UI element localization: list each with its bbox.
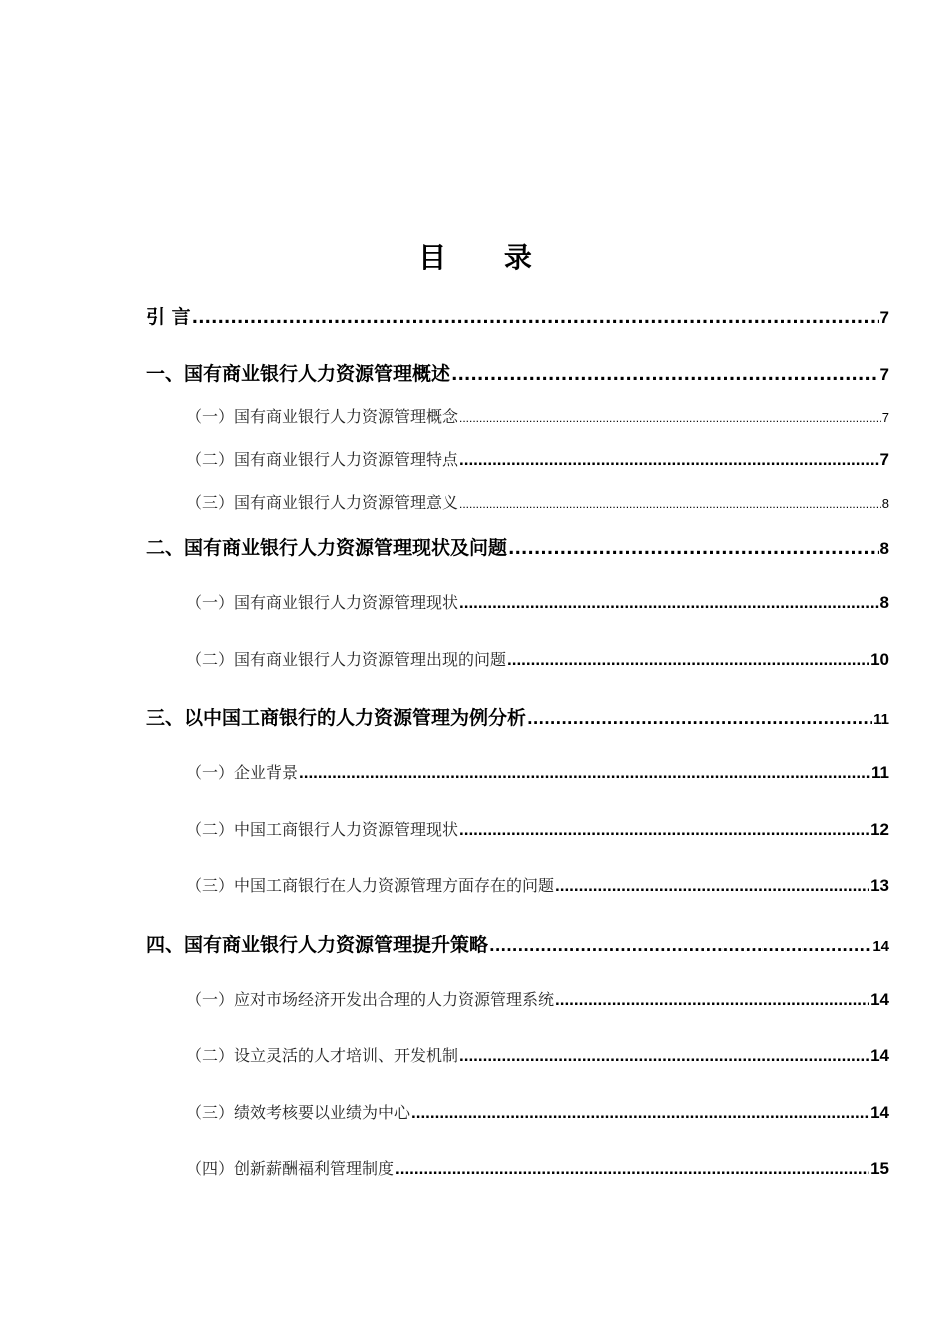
toc-entry-section-1-1[interactable] bbox=[186, 404, 889, 427]
toc-entry-label: （三）国有商业银行人力资源管理意义 bbox=[186, 493, 459, 512]
toc-entry-label: （二）设立灵活的人才培训、开发机制 bbox=[186, 1046, 459, 1065]
toc-leader-dots bbox=[527, 710, 872, 728]
toc-entry-label: （三）中国工商银行在人力资源管理方面存在的问题 bbox=[186, 876, 555, 895]
toc-entry-label: 三、以中国工商银行的人力资源管理为例分析 bbox=[146, 707, 527, 729]
toc-page-number: 8 bbox=[879, 539, 889, 558]
toc-entry-chapter-1[interactable] bbox=[146, 359, 889, 386]
page-title: 目 录 bbox=[418, 241, 556, 274]
toc-leader-dots bbox=[411, 1103, 869, 1123]
toc-page-number: 13 bbox=[870, 876, 889, 895]
toc-page-number: 15 bbox=[870, 1159, 889, 1178]
toc-entry-section-1-3[interactable] bbox=[186, 490, 889, 513]
toc-entry-section-3-1[interactable] bbox=[186, 760, 889, 783]
toc-page-number: 14 bbox=[872, 938, 889, 955]
toc-leader-dots bbox=[192, 308, 879, 328]
toc-entry-chapter-4[interactable] bbox=[146, 930, 889, 957]
toc-page-number: 7 bbox=[881, 410, 889, 425]
toc-page-number: 14 bbox=[870, 1103, 889, 1122]
toc-leader-dots bbox=[555, 876, 869, 896]
toc-page-number: 12 bbox=[870, 820, 889, 839]
toc-entry-label: 引 言 bbox=[146, 306, 191, 328]
toc-entry-section-2-1[interactable] bbox=[186, 590, 889, 613]
toc-page-number: 10 bbox=[870, 650, 889, 669]
toc-page-number: 7 bbox=[879, 450, 889, 469]
toc-entry-label: （四）创新薪酬福利管理制度 bbox=[186, 1159, 395, 1178]
toc-entry-section-4-2[interactable] bbox=[186, 1043, 889, 1066]
toc-page-number: 7 bbox=[879, 365, 889, 384]
toc-page-number: 8 bbox=[879, 593, 889, 612]
toc-leader-dots bbox=[459, 1046, 869, 1066]
toc-leader-dots bbox=[507, 650, 869, 670]
toc-page-number: 8 bbox=[881, 496, 889, 511]
toc-entry-label: 一、国有商业银行人力资源管理概述 bbox=[146, 363, 451, 385]
toc-page-number: 11 bbox=[871, 763, 889, 782]
toc-page-number: 11 bbox=[873, 711, 889, 728]
toc-entry-label: 四、国有商业银行人力资源管理提升策略 bbox=[146, 934, 489, 956]
toc-entry-section-4-1[interactable] bbox=[186, 987, 889, 1010]
toc-leader-dots bbox=[459, 820, 869, 840]
toc-leader-dots bbox=[395, 1159, 869, 1179]
toc-entry-label: （三）绩效考核要以业绩为中心 bbox=[186, 1103, 411, 1122]
toc-entry-label: （一）应对市场经济开发出合理的人力资源管理系统 bbox=[186, 990, 555, 1009]
toc-entry-label: （二）国有商业银行人力资源管理特点 bbox=[186, 450, 459, 469]
toc-leader-dots bbox=[459, 411, 881, 425]
toc-page-number: 14 bbox=[870, 1046, 889, 1065]
toc-entry-chapter-2[interactable] bbox=[146, 533, 889, 560]
toc-page-number: 7 bbox=[879, 308, 889, 327]
toc-page-number: 14 bbox=[870, 990, 889, 1009]
toc-entry-section-4-3[interactable] bbox=[186, 1100, 889, 1123]
toc-entry-chapter-3[interactable] bbox=[146, 703, 889, 730]
toc-entry-label: （一）企业背景 bbox=[186, 763, 299, 782]
toc-entry-label: （二）国有商业银行人力资源管理出现的问题 bbox=[186, 650, 507, 669]
toc-entry-label: （二）中国工商银行人力资源管理现状 bbox=[186, 820, 459, 839]
toc-leader-dots bbox=[459, 450, 879, 470]
toc-entry-label: 二、国有商业银行人力资源管理现状及问题 bbox=[146, 537, 508, 559]
toc-leader-dots bbox=[489, 937, 871, 955]
toc-entry-section-2-2[interactable] bbox=[186, 647, 889, 670]
toc-entry-section-3-2[interactable] bbox=[186, 817, 889, 840]
toc-leader-dots bbox=[508, 539, 879, 559]
toc-entry-section-3-3[interactable] bbox=[186, 873, 889, 896]
toc-entry-intro[interactable] bbox=[146, 302, 889, 329]
toc-leader-dots bbox=[459, 593, 879, 613]
toc-entry-section-1-2[interactable] bbox=[186, 447, 889, 470]
toc-entry-label: （一）国有商业银行人力资源管理现状 bbox=[186, 593, 459, 612]
toc-leader-dots bbox=[555, 990, 869, 1010]
toc-entry-section-4-4[interactable] bbox=[186, 1156, 889, 1179]
toc-leader-dots bbox=[299, 763, 870, 783]
toc-entry-label: （一）国有商业银行人力资源管理概念 bbox=[186, 407, 459, 426]
toc-leader-dots bbox=[459, 497, 881, 511]
toc-leader-dots bbox=[451, 365, 879, 385]
